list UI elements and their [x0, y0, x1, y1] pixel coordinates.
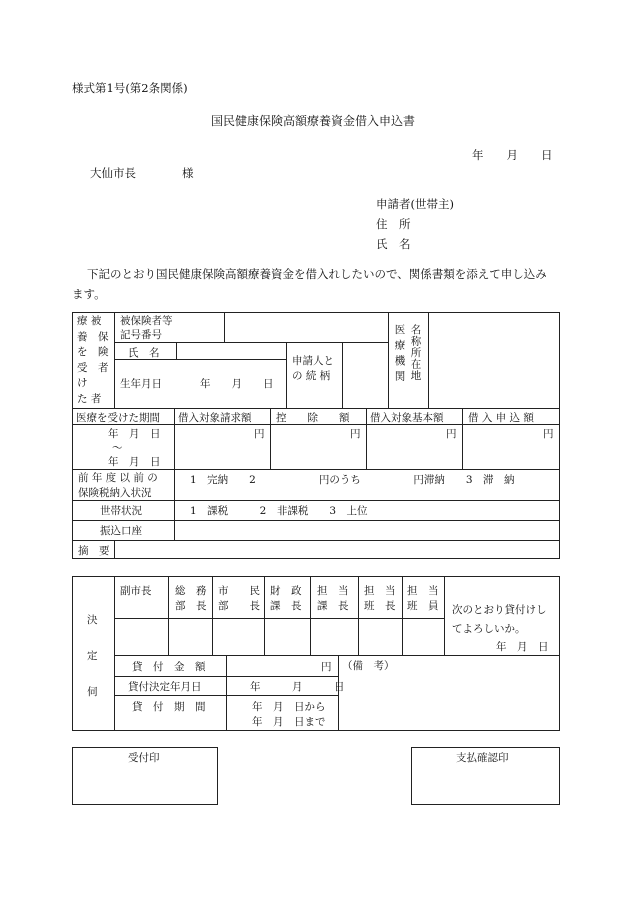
role-vice-mayor: 副市長	[120, 585, 152, 597]
payment-confirm-label: 支払確認印	[456, 752, 509, 764]
patient-header: 療 被 養 保 を 険 受 者 け た 者	[77, 315, 109, 405]
birth-label: 生年月日	[120, 378, 162, 390]
bank-account-label: 振込口座	[100, 525, 142, 537]
role-general-affairs: 総 務 部 長	[175, 585, 207, 612]
insured-number-label: 被保険者等 記号番号	[120, 315, 173, 341]
intro-line-2: ます。	[72, 287, 106, 301]
decision-side-2: 定	[87, 650, 98, 662]
decision-remarks-label: （備 考）	[342, 660, 395, 672]
deduction-header: 控 除 額	[276, 412, 350, 424]
household-label: 世帯状況	[100, 505, 142, 517]
claim-yen: 円	[254, 428, 265, 440]
addressee: 大仙市長 様	[90, 166, 194, 180]
birth-value: 年 月 日	[200, 378, 274, 390]
role-citizen: 市 民 部 長	[218, 585, 260, 612]
period-from: 年 月 日	[108, 428, 161, 440]
base-amount-header: 借入対象基本額	[370, 412, 444, 424]
name-label: 氏 名	[128, 347, 160, 359]
role-team-leader: 担 当 班 長	[364, 585, 396, 612]
applicant-address-label: 住 所	[376, 217, 411, 231]
intro-line-1: 下記のとおり国民健康保険高額療養資金を借入れしたいので、関係書類を添えて申し込み	[87, 267, 547, 281]
role-section-chief: 担 当 課 長	[317, 585, 349, 612]
medical-institution-label: 医療機関	[393, 324, 406, 386]
form-number: 様式第1号(第2条関係)	[72, 81, 188, 95]
relation-label: 申請人と の 続 柄	[292, 355, 334, 382]
loan-amount-unit: 円	[321, 661, 332, 673]
approve-line-2: てよろしいか。	[452, 623, 526, 635]
apply-yen: 円	[543, 428, 554, 440]
tax-status-options: 1 完納 2 円のうち 円滞納 3 滞 納	[190, 474, 515, 486]
applicant-name-label: 氏 名	[376, 237, 411, 251]
document-title: 国民健康保険高額療養資金借入申込書	[211, 114, 416, 128]
decision-side-3: 伺	[87, 686, 98, 698]
role-team-member: 担 当 班 員	[407, 585, 439, 612]
loan-date-value: 年 月 日	[250, 681, 345, 693]
loan-date-label: 貸付決定年月日	[128, 681, 202, 693]
period-header: 医療を受けた期間	[76, 412, 160, 424]
decision-side-1: 決	[87, 614, 98, 626]
deduct-yen: 円	[350, 428, 361, 440]
loan-period-label: 貸 付 期 間	[132, 701, 206, 713]
household-options: 1 課税 2 非課税 3 上位	[190, 505, 368, 517]
loan-period-from: 年 月 日から	[252, 701, 326, 713]
period-tilde: ～	[112, 442, 123, 454]
claim-header: 借入対象請求額	[178, 412, 252, 424]
tax-status-label: 前 年 度 以 前 の 保険税納入状況	[78, 472, 158, 499]
loan-period-to: 年 月 日まで	[252, 716, 326, 728]
remarks-label: 摘 要	[78, 545, 110, 557]
received-stamp-label: 受付印	[128, 752, 160, 764]
base-yen: 円	[446, 428, 457, 440]
approve-line-1: 次のとおり貸付けし	[452, 604, 547, 616]
role-finance: 財 政 課 長	[270, 585, 302, 612]
date-header: 年 月 日	[472, 148, 553, 162]
applicant-label: 申請者(世帯主)	[376, 197, 454, 211]
apply-amount-header: 借 入 申 込 額	[468, 412, 534, 424]
approve-date: 年 月 日	[496, 641, 549, 653]
medical-name-address-label: 名称所在地	[409, 324, 422, 382]
period-to: 年 月 日	[108, 456, 161, 468]
loan-amount-label: 貸 付 金 額	[132, 661, 206, 673]
